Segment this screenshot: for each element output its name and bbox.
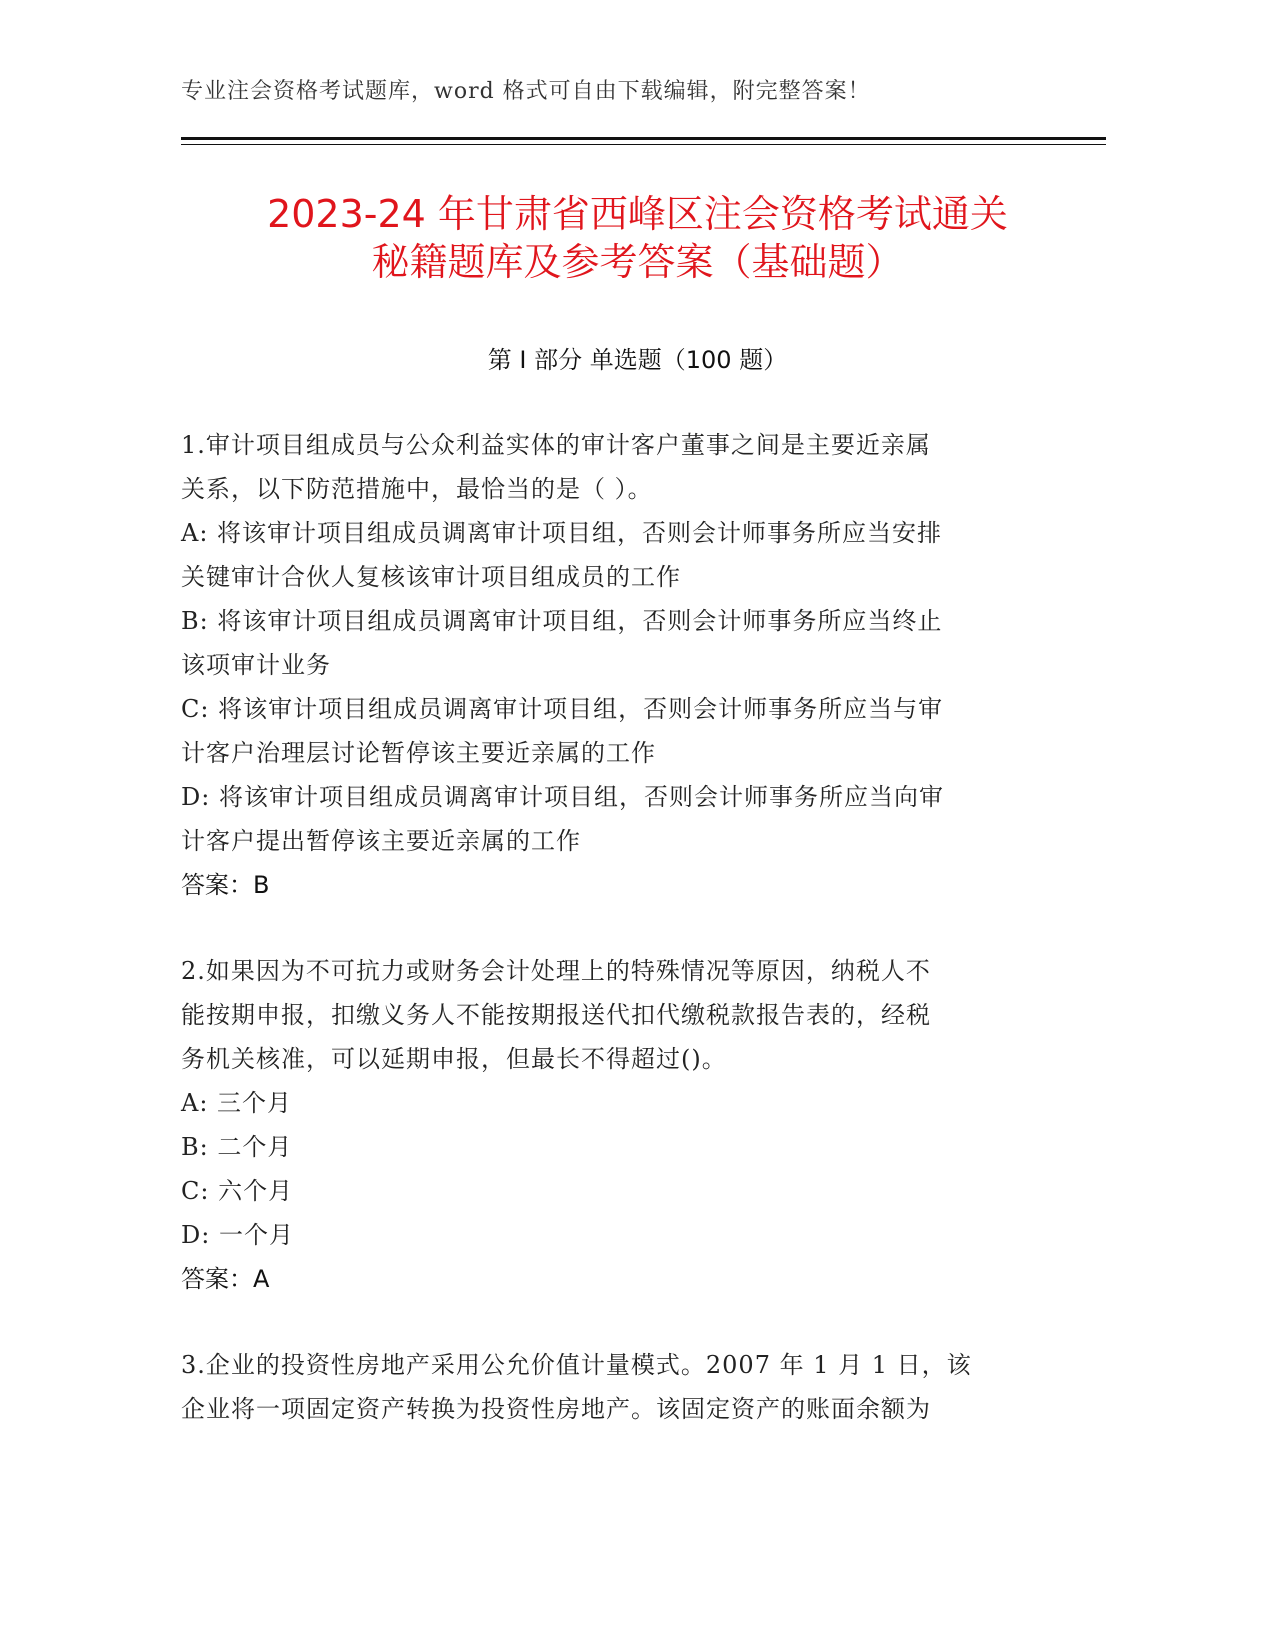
option-line: A: 将该审计项目组成员调离审计项目组，否则会计师事务所应当安排 xyxy=(181,519,943,547)
question-list xyxy=(181,423,1041,1473)
question-2 xyxy=(181,949,1041,1301)
question-stem-line: 1.审计项目组成员与公众利益实体的审计客户董事之间是主要近亲属 xyxy=(181,431,931,459)
option-line: C: 将该审计项目组成员调离审计项目组，否则会计师事务所应当与审 xyxy=(181,695,944,723)
header-note: 专业注会资格考试题库，word 格式可自由下载编辑，附完整答案！ xyxy=(181,79,871,104)
question-1 xyxy=(181,423,1041,907)
answer-line: 答案：B xyxy=(181,871,270,899)
document-title xyxy=(150,190,1125,286)
answer-line: 答案：A xyxy=(181,1265,270,1293)
option-line: D: 一个月 xyxy=(181,1221,294,1249)
question-3 xyxy=(181,1343,1041,1431)
option-line: D: 将该审计项目组成员调离审计项目组，否则会计师事务所应当向审 xyxy=(181,783,944,811)
document-title-line-2: 秘籍题库及参考答案（基础题） xyxy=(371,240,904,284)
question-stem-line: 2.如果因为不可抗力或财务会计处理上的特殊情况等原因，纳税人不 xyxy=(181,957,931,985)
option-line: 计客户治理层讨论暂停该主要近亲属的工作 xyxy=(181,739,656,767)
question-stem-line: 务机关核准，可以延期申报，但最长不得超过()。 xyxy=(181,1045,727,1073)
section-heading: 第 I 部分 单选题（100 题） xyxy=(487,346,788,374)
option-line: 该项审计业务 xyxy=(181,651,331,679)
question-stem-line: 关系，以下防范措施中，最恰当的是（ ）。 xyxy=(181,475,653,503)
header-rule-thick xyxy=(181,137,1106,140)
option-line: 关键审计合伙人复核该审计项目组成员的工作 xyxy=(181,563,681,591)
option-line: 计客户提出暂停该主要近亲属的工作 xyxy=(181,827,581,855)
question-stem-line: 企业将一项固定资产转换为投资性房地产。该固定资产的账面余额为 xyxy=(181,1395,931,1423)
option-line: B: 二个月 xyxy=(181,1133,293,1161)
question-stem-line: 3.企业的投资性房地产采用公允价值计量模式。2007 年 1 月 1 日，该 xyxy=(181,1351,972,1379)
header-rule-thin xyxy=(181,144,1106,145)
option-line: A: 三个月 xyxy=(181,1089,293,1117)
question-stem-line: 能按期申报，扣缴义务人不能按期报送代扣代缴税款报告表的，经税 xyxy=(181,1001,931,1029)
option-line: C: 六个月 xyxy=(181,1177,294,1205)
option-line: B: 将该审计项目组成员调离审计项目组，否则会计师事务所应当终止 xyxy=(181,607,943,635)
document-title-line-1: 2023-24 年甘肃省西峰区注会资格考试通关 xyxy=(267,192,1008,236)
